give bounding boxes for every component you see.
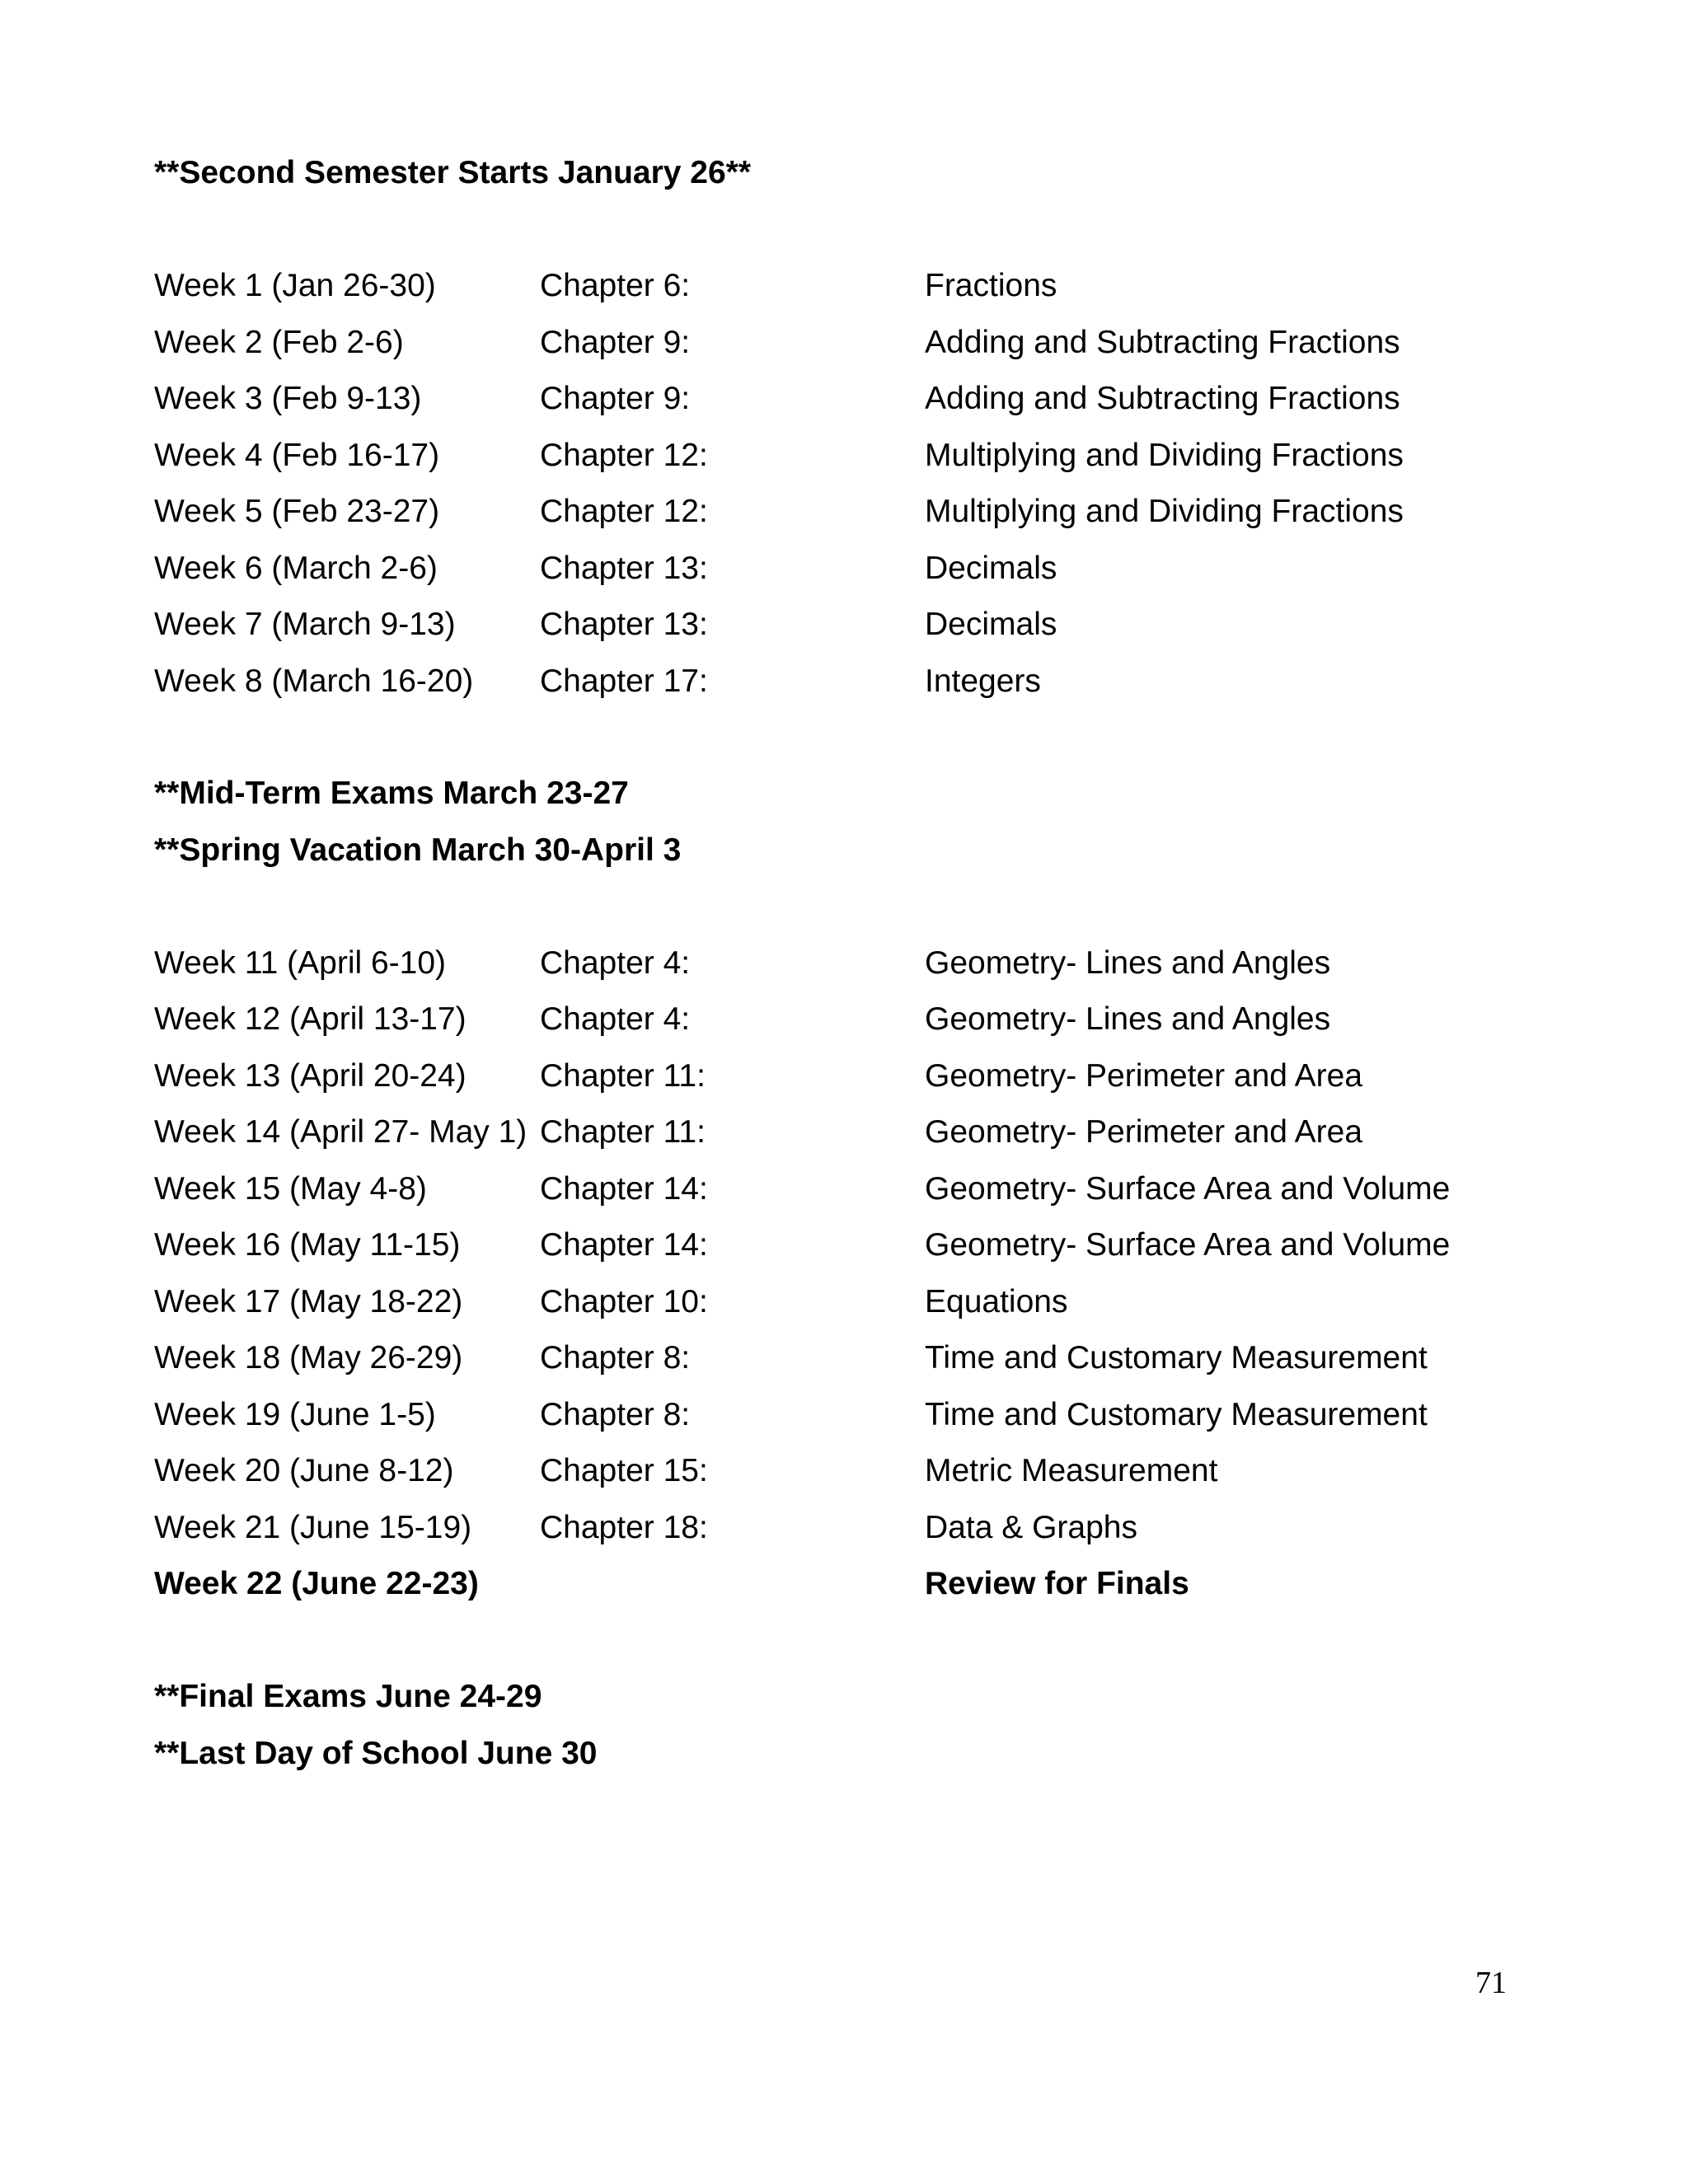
last-day-note: **Last Day of School June 30 — [154, 1736, 598, 1771]
week-cell: Week 13 (April 20-24) — [154, 1058, 467, 1094]
schedule-row — [154, 1113, 1555, 1152]
week-cell: Week 19 (June 1-5) — [154, 1397, 436, 1432]
topic-cell: Geometry- Surface Area and Volume — [925, 1171, 1451, 1207]
topic-cell: Geometry- Perimeter and Area — [925, 1114, 1363, 1150]
week-cell: Week 21 (June 15-19) — [154, 1510, 472, 1545]
spring-vacation-note: **Spring Vacation March 30-April 3 — [154, 832, 682, 868]
schedule-row — [154, 1508, 1555, 1548]
schedule-row — [154, 1169, 1555, 1209]
week-cell: Week 7 (March 9-13) — [154, 607, 456, 642]
topic-cell: Equations — [925, 1284, 1068, 1319]
week-cell: Week 22 (June 22-23) — [154, 1566, 479, 1601]
topic-cell: Time and Customary Measurement — [925, 1397, 1428, 1432]
chapter-cell: Chapter 8: — [540, 1340, 691, 1376]
schedule-row — [154, 436, 1555, 476]
schedule-row — [154, 1057, 1555, 1096]
chapter-cell: Chapter 18: — [540, 1510, 708, 1545]
week-cell: Week 2 (Feb 2-6) — [154, 325, 404, 360]
schedule-row — [154, 266, 1555, 306]
chapter-cell: Chapter 4: — [540, 945, 691, 981]
topic-cell: Integers — [925, 663, 1041, 699]
schedule-row — [154, 1000, 1555, 1039]
week-cell: Week 3 (Feb 9-13) — [154, 381, 422, 416]
week-cell: Week 6 (March 2-6) — [154, 551, 438, 586]
semester-start-heading: **Second Semester Starts January 26** — [154, 155, 752, 190]
schedule-row — [154, 379, 1555, 419]
chapter-cell: Chapter 12: — [540, 494, 708, 529]
chapter-cell: Chapter 11: — [540, 1058, 706, 1094]
schedule-row — [154, 662, 1555, 701]
topic-cell: Geometry- Surface Area and Volume — [925, 1227, 1451, 1263]
chapter-cell: Chapter 17: — [540, 663, 708, 699]
chapter-cell: Chapter 10: — [540, 1284, 708, 1319]
week-cell: Week 12 (April 13-17) — [154, 1001, 467, 1037]
final-exams-note: **Final Exams June 24-29 — [154, 1679, 542, 1714]
chapter-cell: Chapter 13: — [540, 551, 708, 586]
topic-cell: Adding and Subtracting Fractions — [925, 325, 1400, 360]
schedule-row — [154, 1451, 1555, 1491]
review-week-row — [154, 1564, 1555, 1604]
week-cell: Week 18 (May 26-29) — [154, 1340, 463, 1376]
topic-cell: Data & Graphs — [925, 1510, 1137, 1545]
schedule-row — [154, 1282, 1555, 1322]
schedule-row — [154, 323, 1555, 363]
topic-cell: Adding and Subtracting Fractions — [925, 381, 1400, 416]
week-cell: Week 5 (Feb 23-27) — [154, 494, 440, 529]
chapter-cell: Chapter 14: — [540, 1171, 708, 1207]
week-cell: Week 20 (June 8-12) — [154, 1453, 454, 1488]
schedule-row — [154, 492, 1555, 532]
week-cell: Week 16 (May 11-15) — [154, 1227, 461, 1263]
topic-cell: Decimals — [925, 607, 1057, 642]
topic-cell: Geometry- Lines and Angles — [925, 1001, 1331, 1037]
topic-cell: Multiplying and Dividing Fractions — [925, 494, 1404, 529]
chapter-cell: Chapter 8: — [540, 1397, 691, 1432]
topic-cell: Metric Measurement — [925, 1453, 1218, 1488]
chapter-cell: Chapter 13: — [540, 607, 708, 642]
topic-cell: Geometry- Lines and Angles — [925, 945, 1331, 981]
chapter-cell: Chapter 4: — [540, 1001, 691, 1037]
topic-cell: Multiplying and Dividing Fractions — [925, 438, 1404, 473]
week-cell: Week 8 (March 16-20) — [154, 663, 474, 699]
chapter-cell: Chapter 6: — [540, 268, 691, 303]
schedule-row — [154, 549, 1555, 588]
schedule-row — [154, 1226, 1555, 1265]
week-cell: Week 1 (Jan 26-30) — [154, 268, 436, 303]
week-cell: Week 11 (April 6-10) — [154, 945, 447, 981]
chapter-cell: Chapter 14: — [540, 1227, 708, 1263]
page-number: 71 — [1475, 1966, 1507, 2000]
topic-cell: Geometry- Perimeter and Area — [925, 1058, 1363, 1094]
topic-cell: Fractions — [925, 268, 1057, 303]
chapter-cell: Chapter 15: — [540, 1453, 708, 1488]
week-cell: Week 15 (May 4-8) — [154, 1171, 427, 1207]
chapter-cell: Chapter 12: — [540, 438, 708, 473]
schedule-row — [154, 1395, 1555, 1435]
chapter-cell: Chapter 9: — [540, 325, 691, 360]
topic-cell: Time and Customary Measurement — [925, 1340, 1428, 1376]
chapter-cell: Chapter 11: — [540, 1114, 706, 1150]
week-cell: Week 17 (May 18-22) — [154, 1284, 463, 1319]
midterm-note: **Mid-Term Exams March 23-27 — [154, 776, 629, 811]
week-cell: Week 14 (April 27- May 1) — [154, 1114, 528, 1150]
schedule-row — [154, 944, 1555, 983]
week-cell: Week 4 (Feb 16-17) — [154, 438, 440, 473]
topic-cell: Decimals — [925, 551, 1057, 586]
schedule-row — [154, 1338, 1555, 1378]
schedule-row — [154, 605, 1555, 644]
chapter-cell: Chapter 9: — [540, 381, 691, 416]
topic-cell: Review for Finals — [925, 1566, 1189, 1601]
